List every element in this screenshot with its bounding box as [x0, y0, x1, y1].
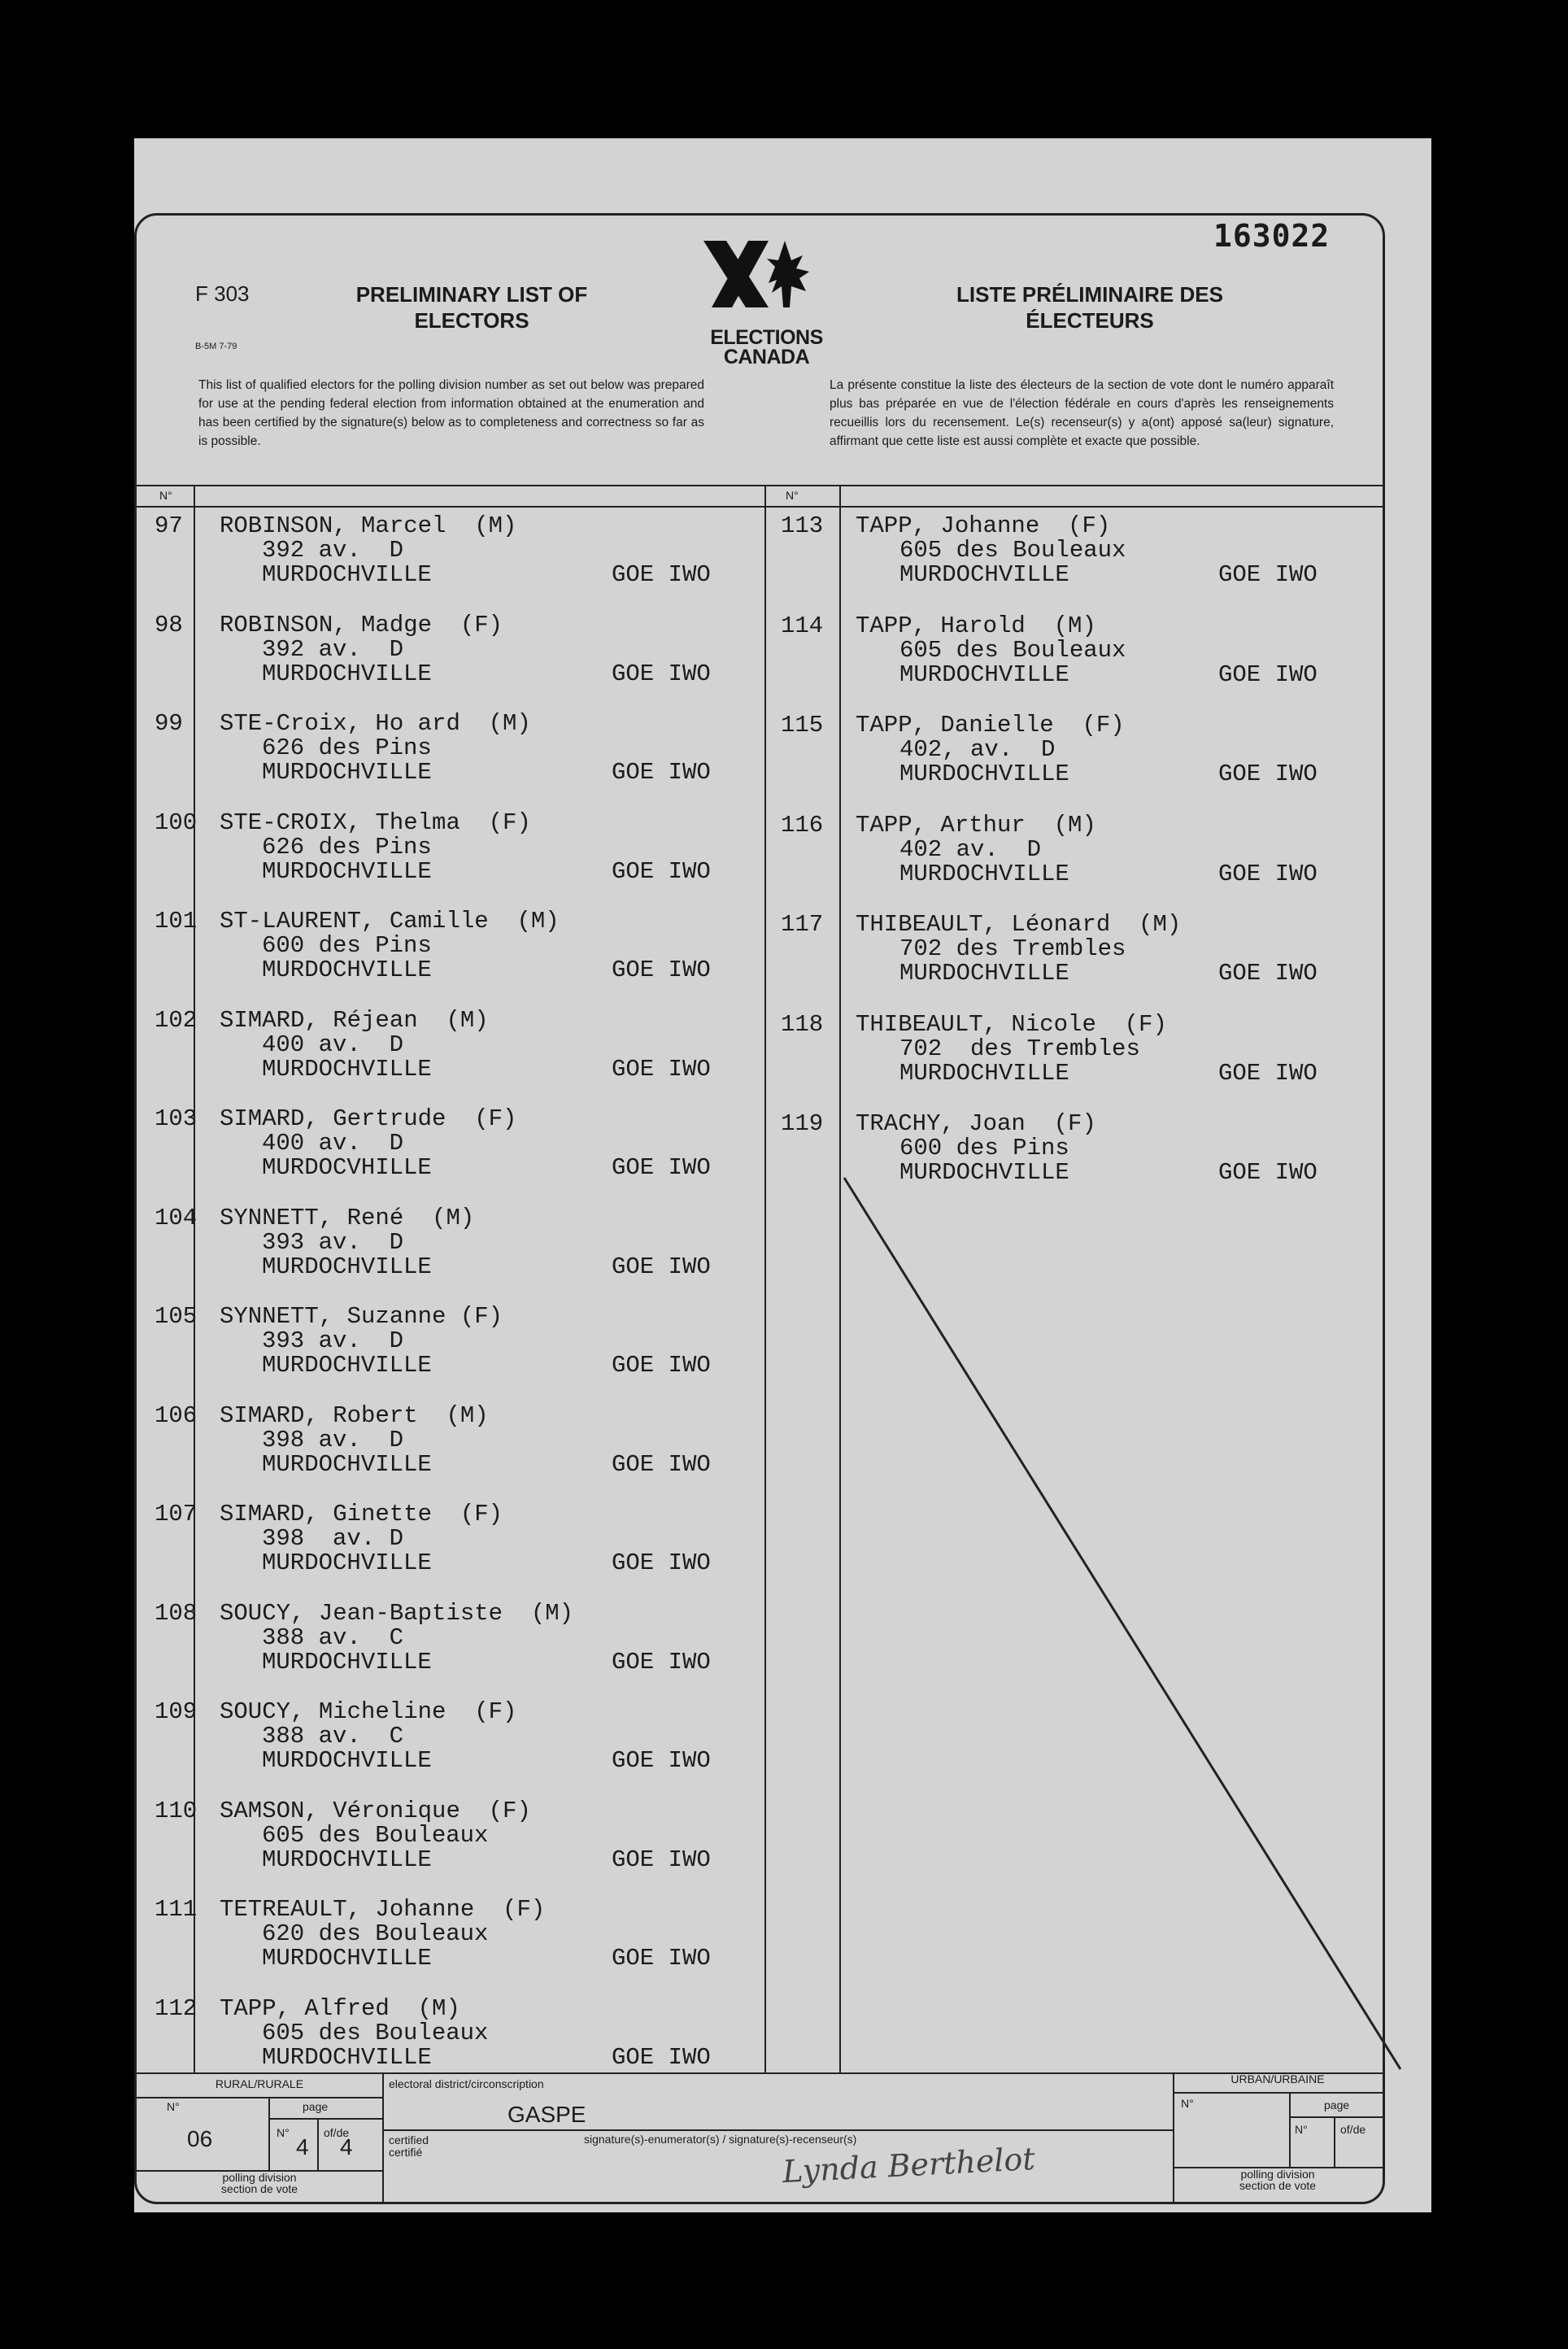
elector-postal-code: GOE IWO: [612, 1846, 711, 1873]
elector-postal-code: GOE IWO: [1218, 760, 1318, 787]
elector-number: 104: [155, 1204, 198, 1231]
elector-number: 113: [781, 512, 824, 539]
elector-city: MURDOCHVILLE: [262, 1549, 432, 1576]
polling-division-number: 06: [187, 2126, 213, 2151]
certified-label-en: certified: [389, 2133, 429, 2146]
elector-number: 102: [155, 1006, 198, 1034]
elector-address: 600 des Pins: [262, 932, 432, 959]
elector-city: MURDOCHVILLE: [262, 1648, 432, 1676]
elector-address: 605 des Bouleaux: [262, 1821, 489, 1849]
elector-name: TAPP, Johanne (F): [856, 512, 1111, 539]
elector-postal-code: GOE IWO: [1218, 960, 1318, 987]
elector-name: SIMARD, Robert (M): [220, 1401, 489, 1429]
elector-number: 100: [155, 808, 198, 836]
elector-postal-code: GOE IWO: [612, 1253, 711, 1280]
urban-polling-label-fr: section de vote: [1239, 2179, 1317, 2192]
elector-name: ST-LAURENT, Camille (M): [220, 908, 560, 935]
intro-french: La présente constitue la liste des électeurs de la section de vote dont le numéro apparaît plus bas préparée en vue de l'élection fédérale en cours d'après les renseignements recueillis lors du recensement. Le(s) recenseur(s) y a(ont) apposé sa(leur) signature, affirmant que cette liste est aussi complète et exacte que possible.: [830, 378, 1334, 448]
rural-inner-rule: [268, 2097, 270, 2170]
rural-polling-label-fr: section de vote: [220, 2182, 298, 2195]
elector-postal-code: GOE IWO: [612, 1648, 711, 1676]
elector-postal-code: GOE IWO: [612, 2043, 711, 2071]
elector-number: 106: [155, 1401, 198, 1429]
elector-address: 600 des Pins: [899, 1135, 1069, 1161]
urban-of-rule: [1334, 2116, 1335, 2167]
rural-label: RURAL/RURALE: [215, 2077, 304, 2090]
elector-city: MURDOCHVILLE: [899, 1159, 1069, 1186]
elector-name: SYNNETT, René (M): [220, 1204, 475, 1231]
elector-name: TAPP, Danielle (F): [856, 712, 1125, 739]
elector-name: SIMARD, Ginette (F): [220, 1501, 503, 1528]
urban-polling-label-en: polling division: [1240, 2168, 1315, 2181]
serial-number: 163022: [1213, 218, 1331, 254]
elector-city: MURDOCHVILLE: [899, 660, 1069, 688]
elector-name: SYNNETT, Suzanne (F): [220, 1303, 503, 1330]
elector-number: 101: [155, 908, 198, 935]
elector-city: MURDOCHVILLE: [899, 1059, 1069, 1087]
elector-address: 392 av. D: [262, 537, 404, 564]
elector-city: MURDOCHVILLE: [262, 1055, 432, 1083]
elector-postal-code: GOE IWO: [1218, 561, 1318, 588]
elector-number: 99: [155, 710, 183, 737]
elections-canada-logo: [687, 234, 846, 368]
elector-address: 400 av. D: [262, 1031, 404, 1058]
rural-label-rule: [137, 2097, 382, 2098]
elector-name: STE-Croix, Ho ard (M): [220, 710, 531, 737]
urban-page-label: page: [1324, 2098, 1350, 2111]
elector-city: MURDOCHVILLE: [262, 857, 432, 885]
elector-city: MURDOCHVILLE: [262, 957, 432, 983]
elector-name: TAPP, Alfred (M): [220, 1994, 460, 2022]
elector-number: 112: [155, 1994, 198, 2022]
elector-city: MURDOCHVILLE: [262, 1352, 432, 1379]
elector-name: SOUCY, Jean-Baptiste (M): [220, 1599, 574, 1627]
title-french: [911, 281, 1269, 333]
urban-no-label: N°: [1181, 2097, 1194, 2110]
page-of-rule: [317, 2118, 319, 2170]
elector-name: SAMSON, Véronique (F): [220, 1797, 531, 1824]
elector-number: 109: [155, 1698, 198, 1725]
elector-city: MURDOCHVILLE: [262, 1747, 432, 1774]
elector-number: 111: [155, 1896, 198, 1923]
district-bottom-rule: [382, 2129, 1173, 2131]
elector-name: ROBINSON, Marcel (M): [220, 512, 517, 539]
district-value: GASPE: [507, 2102, 586, 2127]
elector-postal-code: GOE IWO: [612, 1154, 711, 1181]
elector-number: 103: [155, 1105, 198, 1132]
rural-no-label: N°: [167, 2100, 180, 2113]
page-number-label: N°: [277, 2126, 290, 2139]
elector-city: MURDOCHVILLE: [899, 960, 1069, 987]
elector-city: MURDOCHVILLE: [899, 561, 1069, 588]
elector-name: STE-CROIX, Thelma (F): [220, 808, 531, 836]
elector-postal-code: GOE IWO: [612, 1549, 711, 1576]
elector-number: 110: [155, 1797, 198, 1824]
elector-number: 105: [155, 1303, 198, 1330]
elector-city: MURDOCHVILLE: [262, 1253, 432, 1280]
elector-name: THIBEAULT, Nicole (F): [856, 1010, 1167, 1038]
table-header-rule: [137, 506, 1383, 508]
elector-postal-code: GOE IWO: [612, 759, 711, 786]
left-number-column-rule: [194, 485, 195, 2072]
elector-city: MURDOCHVILLE: [262, 1945, 432, 1972]
elector-city: MURDOCHVILLE: [262, 660, 432, 687]
elector-number: 108: [155, 1599, 198, 1627]
certified-label-fr: certifié: [389, 2146, 423, 2159]
elector-postal-code: GOE IWO: [612, 1352, 711, 1379]
elector-postal-code: GOE IWO: [612, 561, 711, 588]
elector-address: 620 des Bouleaux: [262, 1920, 489, 1947]
page-of-label: of/de: [324, 2126, 350, 2139]
elector-name: TAPP, Harold (M): [856, 612, 1096, 639]
elector-postal-code: GOE IWO: [612, 660, 711, 687]
page-label-rule: [268, 2118, 382, 2120]
elector-number: 119: [781, 1110, 824, 1137]
title-english-line-1: PRELIMINARY LIST OF: [355, 282, 588, 307]
elector-address: 392 av. D: [262, 635, 404, 663]
elector-address: 393 av. D: [262, 1228, 404, 1256]
elector-name: TAPP, Arthur (M): [856, 811, 1096, 839]
urban-polling-division-label: [1173, 2168, 1383, 2191]
elector-postal-code: GOE IWO: [612, 857, 711, 885]
elector-postal-code: GOE IWO: [1218, 660, 1318, 688]
title-english: [301, 281, 642, 333]
certified-label: [389, 2134, 429, 2159]
elector-name: ROBINSON, Madge (F): [220, 611, 503, 638]
logo-line-2: CANADA: [723, 346, 810, 368]
elector-name: TRACHY, Joan (F): [856, 1110, 1096, 1137]
elector-address: 702 des Trembles: [899, 1035, 1140, 1062]
elector-city: MURDOCVHILLE: [262, 1154, 432, 1181]
title-french-line-1: LISTE PRÉLIMINAIRE DES: [956, 282, 1223, 307]
elector-address: 388 av. C: [262, 1623, 404, 1651]
urban-label-rule: [1173, 2092, 1383, 2094]
elector-address: 605 des Bouleaux: [899, 636, 1126, 664]
elector-postal-code: GOE IWO: [612, 1945, 711, 1972]
column-header-number-left: N°: [159, 489, 172, 502]
elector-number: 116: [781, 811, 824, 839]
elector-postal-code: GOE IWO: [612, 1450, 711, 1478]
elector-city: MURDOCHVILLE: [262, 1846, 432, 1873]
elector-number: 114: [781, 612, 824, 639]
elector-city: MURDOCHVILLE: [899, 860, 1069, 887]
rural-polling-label-en: polling division: [222, 2171, 297, 2184]
elector-name: TETREAULT, Johanne (F): [220, 1896, 546, 1923]
urban-inner-rule: [1289, 2092, 1291, 2167]
elector-city: MURDOCHVILLE: [262, 2043, 432, 2071]
elector-address: 398 av. D: [262, 1525, 404, 1552]
logo-line-1: ELECTIONS: [710, 326, 823, 349]
elector-city: MURDOCHVILLE: [262, 759, 432, 786]
maple-leaf-x-icon: [687, 234, 846, 324]
elector-address: 398 av. D: [262, 1426, 404, 1453]
rural-page-label: page: [303, 2100, 329, 2113]
form-number: F 303: [195, 281, 250, 306]
elector-number: 97: [155, 512, 183, 539]
elector-name: SIMARD, Gertrude (F): [220, 1105, 517, 1132]
urban-label: URBAN/URBAINE: [1230, 2072, 1325, 2085]
elector-address: 702 des Trembles: [899, 935, 1126, 962]
footer-left-rule: [382, 2072, 384, 2204]
elector-name: SOUCY, Micheline (F): [220, 1698, 517, 1725]
intro-english: This list of qualified electors for the polling division number as set out below was prepared for use at the pending federal election from information obtained at the enumeration and has been certified by the signature(s) below as to completeness and correctness so far as is possible.: [198, 378, 704, 448]
column-header-number-right: N°: [786, 489, 799, 502]
elector-postal-code: GOE IWO: [612, 957, 711, 983]
table-top-rule: [137, 485, 1383, 486]
urban-page-number-label: N°: [1295, 2123, 1308, 2136]
page-total-value: 4: [340, 2134, 353, 2159]
page-number-value: 4: [296, 2134, 309, 2159]
elector-address: 626 des Pins: [262, 833, 432, 861]
elector-city: MURDOCHVILLE: [899, 760, 1069, 787]
title-french-line-2: ÉLECTEURS: [1026, 308, 1154, 333]
urban-of-label: of/de: [1340, 2123, 1366, 2136]
elector-address: 605 des Bouleaux: [262, 2019, 489, 2046]
form-code: B-5M 7-79: [195, 342, 237, 351]
elector-address: 605 des Bouleaux: [899, 537, 1126, 564]
elector-address: 402, av. D: [899, 736, 1056, 763]
elector-postal-code: GOE IWO: [612, 1747, 711, 1774]
urban-page-rule: [1289, 2116, 1383, 2118]
elector-address: 393 av. D: [262, 1327, 404, 1354]
elector-postal-code: GOE IWO: [1218, 1159, 1318, 1186]
title-english-line-2: ELECTORS: [414, 308, 529, 333]
elector-postal-code: GOE IWO: [1218, 1059, 1318, 1087]
elector-number: 107: [155, 1501, 198, 1528]
elector-postal-code: GOE IWO: [612, 1055, 711, 1083]
logo-text: [687, 328, 846, 367]
elector-number: 98: [155, 611, 183, 638]
elector-address: 400 av. D: [262, 1130, 404, 1157]
cancellation-diagonal-line: [838, 1171, 1407, 2082]
elector-number: 115: [781, 712, 824, 739]
elector-address: 388 av. C: [262, 1723, 404, 1750]
rural-polling-division-label: [137, 2172, 382, 2194]
enumerator-signature: Lynda Berthelot: [782, 2140, 1036, 2190]
elector-city: MURDOCHVILLE: [262, 561, 432, 588]
elector-name: THIBEAULT, Léonard (M): [856, 911, 1182, 938]
elector-number: 118: [781, 1010, 824, 1038]
district-label: electoral district/circonscription: [389, 2077, 544, 2090]
elector-address: 402 av. D: [899, 835, 1042, 863]
elector-city: MURDOCHVILLE: [262, 1450, 432, 1478]
elector-number: 117: [781, 911, 824, 938]
elector-postal-code: GOE IWO: [1218, 860, 1318, 887]
signature-label: signature(s)-enumerator(s) / signature(s)-recenseur(s): [584, 2133, 857, 2146]
elector-name: SIMARD, Réjean (M): [220, 1006, 489, 1034]
elector-address: 626 des Pins: [262, 734, 432, 761]
center-divider-rule: [764, 485, 766, 2072]
